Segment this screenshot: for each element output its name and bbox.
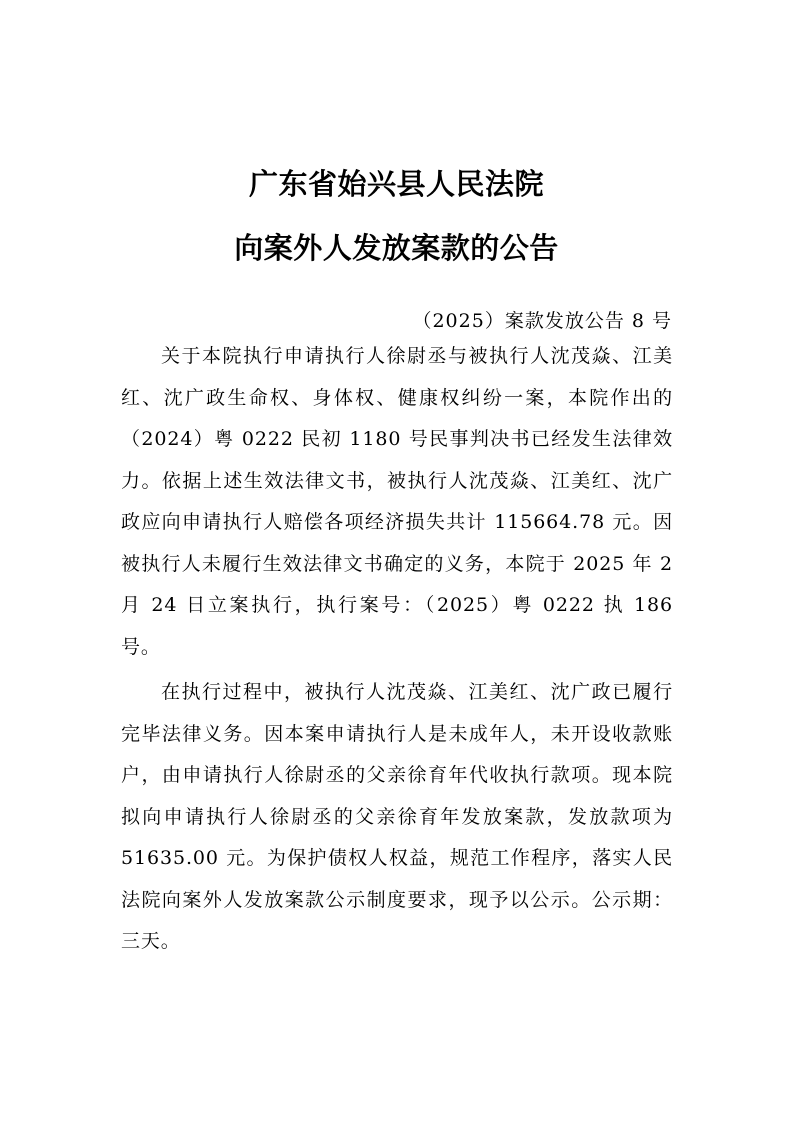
document-title-notice: 向案外人发放案款的公告 — [234, 231, 559, 265]
document-number: （2025）案款发放公告 8 号 — [412, 310, 672, 332]
document-title-court: 广东省始兴县人民法院 — [248, 167, 544, 201]
paragraph-case-background: 关于本院执行申请执行人徐尉丞与被执行人沈茂焱、江美红、沈广政生命权、身体权、健康权纠纷一案，本院作出的（2024）粤 0222 民初 1180 号民事判决书已经发生法律效力。依据上述生效法律文书，被执行人沈茂焱、江美红、沈广政应向申请执行人赔偿各项经济损失共计 115664.78 元。因被执行人未履行生效法律文书确定的义务，本院于 2025 年 2 月 24 日立案执行，执行案号：（2025）粤 0222 执 186 号。 — [121, 345, 673, 658]
paragraph-payment-notice: 在执行过程中，被执行人沈茂焱、江美红、沈广政已履行完毕法律义务。因本案申请执行人是未成年人，未开设收款账户，由申请执行人徐尉丞的父亲徐育年代收执行款项。现本院拟向申请执行人徐尉丞的父亲徐育年发放案款，发放款项为 51635.00 元。为保护债权人权益，规范工作程序，落实人民法院向案外人发放案款公示制度要求，现予以公示。公示期：三天。 — [121, 681, 673, 952]
